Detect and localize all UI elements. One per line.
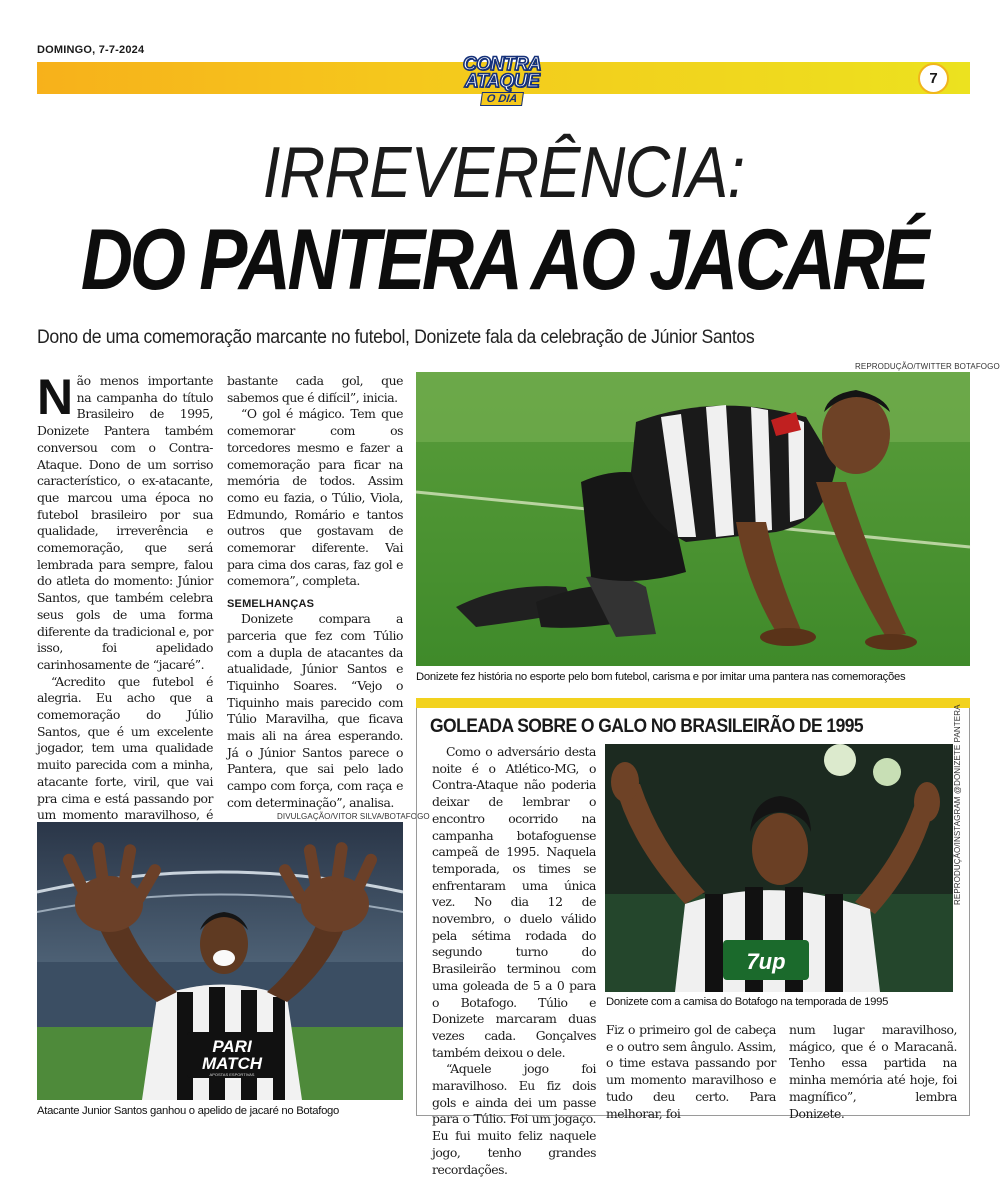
main-photo-credit: REPRODUÇÃO/TWITTER BOTAFOGO <box>855 362 1000 371</box>
junior-santos-photo <box>37 822 403 1100</box>
shirt-sponsor-line1: PARI <box>212 1037 252 1056</box>
article-paragraph: bastante cada gol, que sabemos que é difícil”, inicia. <box>227 373 403 405</box>
box-paragraph: Como o adversário desta noite é o Atlético-MG, o Contra-Ataque não poderia deixar de lembrar o encontro ocorrido na campanha botafoguense campeã de 1995. Naquela temporada, os times se enfrentaram uma única vez. No dia 12 de novembro, o duelo válido pela sétima rodada do segundo turno do Brasileirão terminou com uma goleada de 5 a 0 para o Botafogo. Túlio e Donizete marcaram duas vezes cada. Gonçalves também deixou o dele. <box>432 744 596 1060</box>
box-column-1 <box>432 744 596 1178</box>
box-paragraph: Fiz o primeiro gol de cabeça e o outro sem ângulo. Assim, o time estava passando por um momento maravilhoso e tudo deu certo. Para melhorar, foi <box>606 1022 776 1121</box>
article-paragraph: “O gol é mágico. Tem que comemorar com os torcedores mesmo e fazer a comemoração para ficar na memória de todos. Assim como eu fazia, o Túlio, Viola, Edmundo, Romário e tantos outros que gostavam de comemorar diferente. Vai para cima dos caras, faz gol e comemora”, completa. <box>227 406 403 589</box>
logo-line-2: ATAQUE <box>464 71 540 92</box>
junior-photo-credit: DIVULGAÇÃO/VITOR SILVA/BOTAFOGO <box>277 812 430 821</box>
donizete1995-photo-caption: Donizete com a camisa do Botafogo na temporada de 1995 <box>606 996 889 1008</box>
donizete-panther-illustration <box>416 372 970 666</box>
sidebar-box-title: GOLEADA SOBRE O GALO NO BRASILEIRÃO DE 1995 <box>430 716 864 737</box>
shirt-sponsor-line2: MATCH <box>201 1054 263 1073</box>
junior-santos-illustration <box>37 822 403 1100</box>
headline-main: DO PANTERA AO JACARÉ <box>80 212 927 308</box>
article-paragraph: ão menos importante na campanha do título Brasileiro de 1995, Donizete Pantera também conversou com o Contra-Ataque. Dono de um sorriso característico, o ex-atacante, que marcou uma época no futebol brasileiro por sua qualidade, irreverência e comemoração, que será lembrada para sempre, falou do atleta do momento: Júnior Santos, que também celebra seus gols de uma forma diferente da tradicional e, por isso, foi apelidado carinhosamente de “jacaré”. <box>37 373 213 672</box>
main-photo-caption: Donizete fez história no esporte pelo bom futebol, carisma e por imitar uma pantera nas comemorações <box>416 671 906 683</box>
article-paragraph: “Acredito que futebol é alegria. Eu acho que a comemoração do Júlio Santos, que é um excelente jogador, tem uma qualidade muito parecida com a minha, atacante forte, viril, que vai pra cima e está passando por um momento maravilhoso, é <box>37 673 213 823</box>
box-column-3 <box>789 1022 957 1122</box>
box-paragraph: num lugar maravilhoso, mágico, que é o Maracanã. Tenho essa partida na minha memória até hoje, foi magnífico”, lembra Donizete. <box>789 1022 957 1121</box>
donizete-1995-illustration <box>605 744 953 992</box>
dropcap: N <box>37 369 73 425</box>
donizete1995-photo-credit: REPRODUÇÃO/INSTAGRAM @DONIZETE PANTERA <box>953 704 962 905</box>
shirt-sponsor-line3: APOSTAS ESPORTIVAS <box>209 1072 255 1077</box>
article-paragraph: Donizete compara a parceria que fez com Túlio com a dupla de atacantes da atualidade, Júnior Santos e Tiquinho Soares. “Vejo o Tiquinho mais parecido com Túlio Maravilha, que ficava mais ali na área esperando. Já o Júnior Santos parece o Pantera, que sai pelo lado campo com força, com raça e com determinação”, analisa. <box>227 611 403 810</box>
junior-photo-caption: Atacante Junior Santos ganhou o apelido de jacaré no Botafogo <box>37 1105 340 1117</box>
article-column-1 <box>37 369 213 857</box>
logo-line-1: CONTRA <box>462 54 542 75</box>
donizete-1995-photo <box>605 744 953 992</box>
box-paragraph: “Aquele jogo foi maravilhoso. Eu fiz dois gols e ainda dei um passe para o Túlio. Foi um jogaço. Eu fui muito feliz naquele jogo, tenho grandes recordações. <box>432 1061 596 1177</box>
contra-ataque-logo <box>452 56 552 114</box>
headline-kicker: IRREVERÊNCIA: <box>262 133 745 213</box>
section-heading: SEMELHANÇAS <box>227 598 315 611</box>
edition-date: DOMINGO, 7-7-2024 <box>37 44 145 56</box>
page-number: 7 <box>918 63 949 94</box>
sidebar-box-bar <box>416 698 970 708</box>
shirt-sponsor-7up: 7up <box>746 949 786 974</box>
box-column-2 <box>606 1022 776 1122</box>
headline-subtitle: Dono de uma comemoração marcante no futebol, Donizete fala da celebração de Júnior Santos <box>37 327 755 348</box>
article-column-2 <box>227 373 403 812</box>
logo-line-3: O DIA <box>480 92 524 106</box>
donizete-panther-photo <box>416 372 970 666</box>
